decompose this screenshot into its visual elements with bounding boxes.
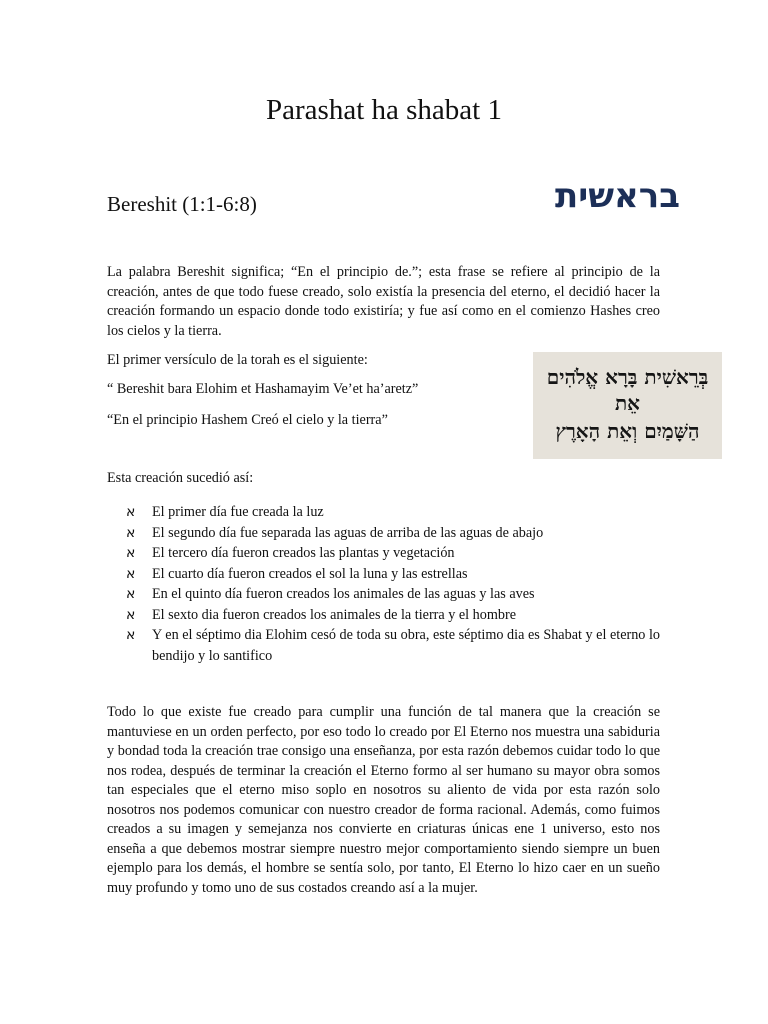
list-item-text: El primer día fue creada la luz — [152, 504, 324, 520]
verse-transliteration: “ Bereshit bara Elohim et Hashamayim Ve’et ha’aretz” — [107, 381, 419, 397]
aleph-bullet-icon: א — [126, 504, 136, 520]
list-item-text: El cuarto día fueron creados el sol la luna y las estrellas — [152, 565, 468, 582]
hebrew-title: בראשית — [555, 176, 680, 216]
list-item — [107, 625, 660, 666]
verse-translation: “En el principio Hashem Creó el cielo y la tierra” — [107, 412, 388, 428]
aleph-bullet-icon: א — [126, 524, 136, 541]
list-item — [107, 502, 660, 523]
parasha-subtitle: Bereshit (1:1-6:8) — [107, 192, 257, 216]
intro-paragraph: La palabra Bereshit significa; “En el principio de.”; esta frase se refiere al principio de la creación, antes de que todo fuese creado, solo existía la presencia del eterno, el decidió hacer la creación formando un espacio donde todo existiría; y fue así como en el comienzo Hashes creo los cielos y la tierra. — [107, 264, 660, 339]
verse-intro: El primer versículo de la torah es el siguiente: — [107, 352, 368, 368]
list-item — [107, 523, 660, 544]
aleph-bullet-icon: א — [126, 606, 136, 623]
hebrew-verse-line-2: הַשָּׁמַיִם וְאֵת הָאָרֶץ — [555, 419, 700, 443]
creation-intro: Esta creación sucedió así: — [107, 470, 254, 486]
list-item-text: El sexto dia fueron creados los animales de la tierra y el hombre — [152, 606, 517, 623]
hebrew-verse-image — [533, 352, 722, 459]
aleph-bullet-icon: א — [126, 627, 136, 643]
list-item-text: El segundo día fue separada las aguas de arriba de las aguas de abajo — [152, 524, 544, 541]
aleph-bullet-icon: א — [126, 586, 136, 602]
hebrew-verse-line-1: בְּרֵאשִׁית בָּרָא אֱלֹהִים אֵת — [546, 365, 709, 415]
list-item — [107, 584, 660, 605]
list-item — [107, 543, 660, 564]
closing-paragraph: Todo lo que existe fue creado para cumplir una función de tal manera que la creación se mantuviese en un orden perfecto, por eso todo lo creado por El Eterno nos muestra una sabiduria y bondad toda la creación trae consigo una enseñanza, por esta razón debemos cuidar todo lo que nos rodea, después de terminar la creación el Eterno formo al ser humano su mayor obra somos tan especiales que el eterno miso soplo en nosotros su aliento de vida por esta razón solo nosotros nos podemos comunicar con nuestro creador de forma racional. Además, como fuimos creados a su imagen y semejanza nos convierte en criaturas únicas ene 1 universo, esto nos enseña a que debemos mostrar siempre nuestro mejor comportamiento siendo siempre un buen ejemplo para los demás, el hombre se sentía solo, por tanto, El Eterno lo hizo caer en un sueño muy profundo y tomo uno de sus costados creando así a la mujer. — [107, 704, 660, 896]
list-item-text: Y en el séptimo dia Elohim cesó de toda su obra, este séptimo dia es Shabat y el eterno lo bendijo y lo santifico — [152, 627, 660, 664]
list-item — [107, 605, 660, 626]
page-title: Parashat ha shabat 1 — [266, 94, 502, 126]
list-item — [107, 564, 660, 585]
list-item-text: En el quinto día fueron creados los animales de las aguas y las aves — [152, 586, 535, 602]
aleph-bullet-icon: א — [126, 565, 136, 582]
list-item-text: El tercero día fueron creados las plantas y vegetación — [152, 545, 455, 561]
creation-days-list — [107, 502, 660, 666]
aleph-bullet-icon: א — [126, 545, 136, 561]
